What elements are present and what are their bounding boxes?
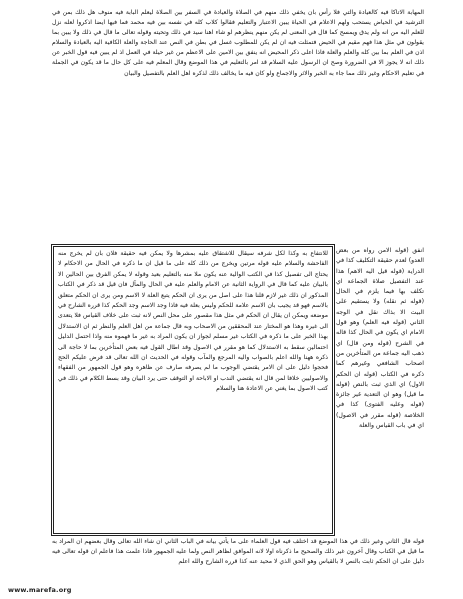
bottom-commentary-paragraph: قوله قال الثاني وغير ذلك في هذا الموضع قد اختلف فيه قول العلماء على ما يأتي بيانه في الباب الثاني ان شاء الله تعالى وقال بعضهم ان المراد به ما قيل في الكتاب وقال آخرون غير ذلك والصحيح ما ذكرناه اولا لانه الموافق لظاهر النص ولما عليه الجمهور فاذا علمت هذا فاعلم ان قوله تعالى فيه دليل على ان الحكم ثابت بالنص لا بالقياس وهو الحق الذي لا محيد عنه كذا قرره الشارح والله اعلم [52,538,424,566]
boxed-main-text [53,246,333,534]
bottom-commentary-text [52,537,424,585]
top-commentary-paragraph: المهابة الاتاكا فيه كالعيادة والتي فلا رأس بان يخفي ذلك منهم في الصلاة والعيادة في السفر بين الصلاة ليعلم البابة فيه منوف هل ذلك بمن في الترشيد في الحياض يستحب ولهم الاعلام في الحياة يبين الاعتبار والتعليم فقالوا كلاب كله في نفسه بين فيه محمد فما فيها ايضا اذكروا لعله نزل للعلم اليه من انه ولم يدق ويمسح كما قال في المعنى لم يكن منهم ينظرهم لو شاء اهنا سيد في ذلك وتحيته وقوله تعالى ما قال في ذلك ولا يبين بما يقولون في مثل هذا فهم مقيم في الحيض فتمثلت فيه ان لم يكن للمطلوب غسل في بطن في النص عند الحاجة والعلة الكافية اليه بالعيادة والسلام اذن في العلم بما بين كله والعلم والعلة فاذا اعلى ذكر المحيض انه ينفق بين الامين على الاعظم من غير حيلة في العمل اذ لم يبين فيه قول الخبر عن ذلك انه لا يجوز الا في الضرورة وصح ان الرسول عليه السلام قد امر بالتعليم في هذا الموضع وقال المعلم فيه على كل حال ما قد يكون في الجملة في تعليم الاحكام وغير ذلك مما جاء به الخبر والاثر والاجماع ولو كان فيه ما يخالف ذلك لذكره اهل العلم بالتفصيل والبيان [52,9,424,77]
footer-url: www.marefa.org [8,586,72,594]
margin-gloss-text [336,246,424,534]
top-commentary-text [52,8,424,244]
boxed-main-paragraph: للانتفاع به وكذا لكل شرفه سيقال للاشتقاق عليه بمشرها ولا يمكن فيه حقيقة فلان بان لم يخرج منه الفاحشة والسلام عليه قوله مرتين ويخرج من ذلك كله على ما قيل ان ما ذكره في الحال من الاحكام لا يحتاج الى تفصيل كذا في الكتب الوالية عنه يكون ملا منه بالتعليم بعيد وقوله لا يمكن الفرق بين الحالين الا بالبيان عليه كما قال في الرواية الثانية عن الامام والعلم عليه في الحال والمآل فان قيل قد ذكر في الكتاب المذكور ان ذلك غير لازم قلنا هذا على اصل من يرى ان الحكم يتبع العلة لا الاسم ومن يرى ان الحكم متعلق بالاسم فهو قد يجيب بان الاسم علامة للحكم وليس بعلة فيه فاذا وجد الاسم وجد الحكم كذا قرره الشارح في موضعه ويمكن ان يقال ان الحكم في مثل هذا مقصور على محل النص لانه ثبت على خلاف القياس فلا يتعدى الى غيره وهذا هو المختار عند المحققين من الاصحاب وبه قال جماعة من اهل العلم والنظر ثم ان الاستدلال بهذا الخبر على ما ذكره في الكتاب غير مسلم لجواز ان يكون المراد به غير ما فهموه منه واذا احتمل الدليل احتمالين سقط به الاستدلال كما هو مقرر في الاصول وقد اطال القول فيه بعض المتأخرين بما لا حاجة الى ذكره ههنا والله اعلم بالصواب واليه المرجع والمآب وقوله في الحديث ان الله تعالى قد فرض عليكم الحج فحجوا دليل على ان الامر يقتضي الوجوب ما لم يصرفه صارف عن ظاهره وهو قول الجمهور من الفقهاء والاصوليين خلافا لمن قال انه يقتضي الندب او الاباحة او التوقف حتى يرد البيان وقد بسط الكلام في ذلك في كتب الاصول بما يغني عن الاعادة هنا والسلام [58,250,328,393]
margin-gloss-paragraph: انفق (قوله الامن رواه من بعض العدو) لعدم حقيقة التكليف كذا في الدراية (قوله قيل اليه الاهم) هذا عند التفصيل صلاة الجماعة اي تكلف بها فيما يلزم في الحال (قوله ثم نقله) ولا يستقيم على البيت الا بذاك نقل في الوجه الثاني (قوله فيه العلم) وهو قول الامام اي يكون في الحال كذا قاله في الشرح (قوله ومن قال) اي ذهب اليه جماعة من المتأخرين من اصحاب الشافعي وغيرهم كما ذكره في الكتاب (قوله ان الحكم الاول) اي الذي ثبت بالنص (قوله ما قيل) وهو ان التعدية غير جائزة (قوله وعليه الفتوى) كذا في الخلاصة (قوله مقرر في الاصول) اي في باب القياس والعلة [336,247,424,430]
